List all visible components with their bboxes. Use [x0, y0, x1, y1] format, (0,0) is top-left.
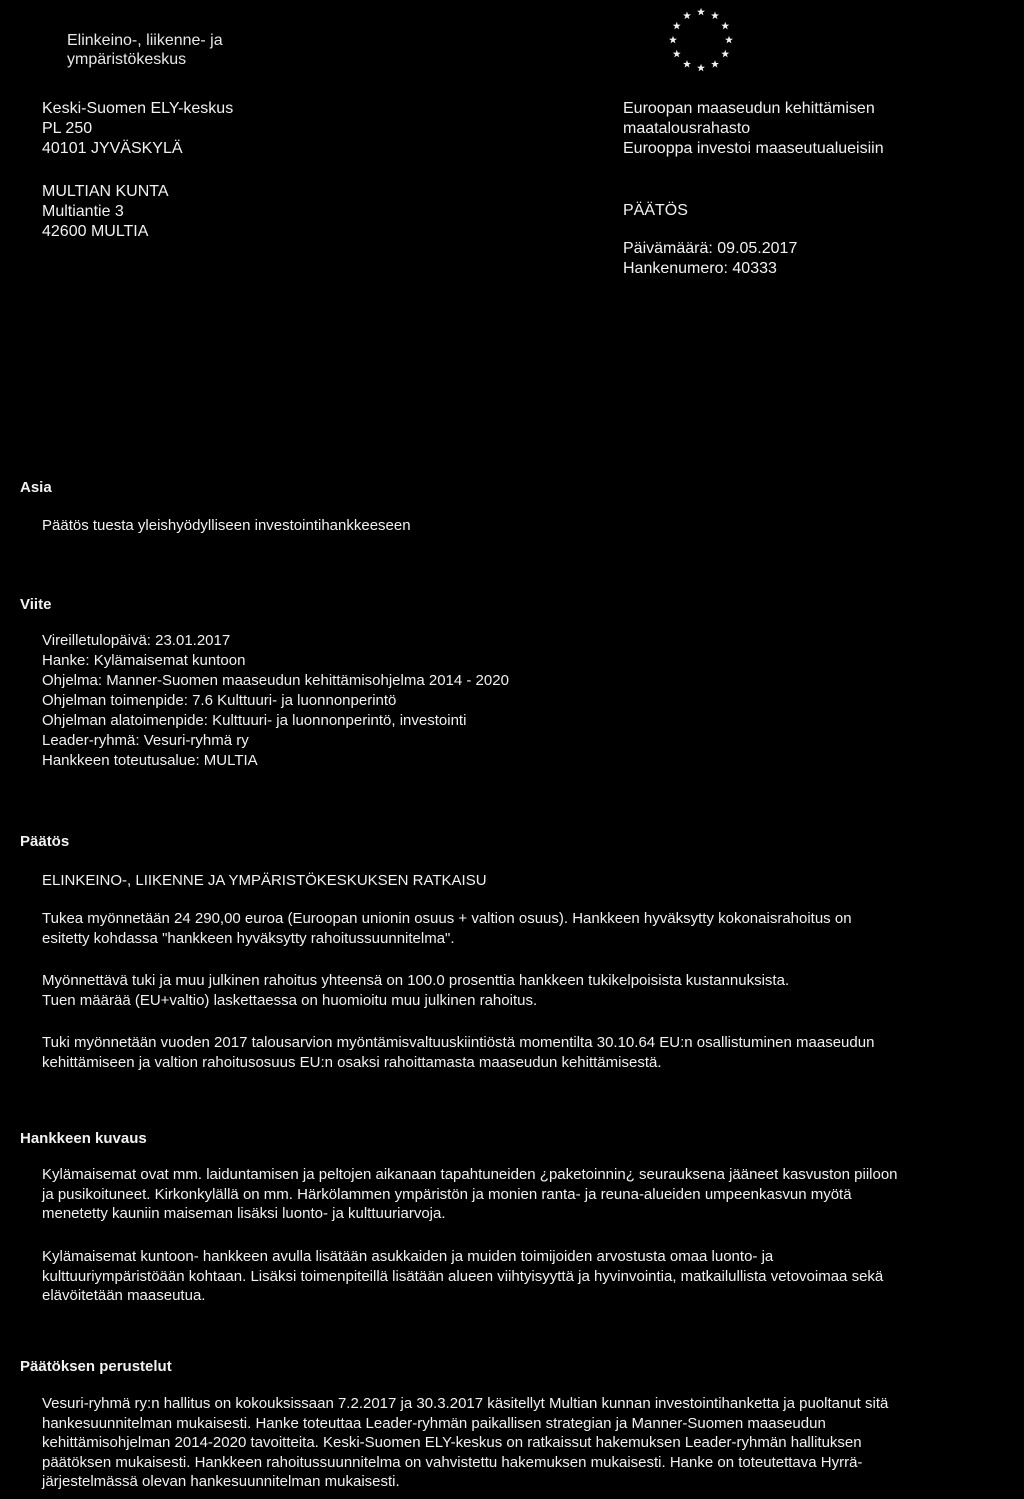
fund-line: Euroopan maaseudun kehittämisen [623, 100, 875, 117]
sender-line: PL 250 [42, 120, 93, 137]
decision-line: Tukea myönnetään 24 290,00 euroa (Euroopan unionin osuus + valtion osuus). Hankkeen hyväksytty kokonaisrahoitus on [42, 910, 852, 927]
justification-paragraph [42, 1394, 888, 1492]
eu-star-icon [669, 36, 677, 44]
eu-star-icon [697, 64, 705, 72]
recipient-line: MULTIAN KUNTA [42, 183, 169, 200]
decision-paragraph [42, 971, 789, 1010]
viite-line: Ohjelma: Manner-Suomen maaseudun kehittämisohjelma 2014 - 2020 [42, 672, 509, 689]
decision-paragraph [42, 1033, 874, 1072]
recipient-line: 42600 MULTIA [42, 223, 149, 240]
description-line: ja pusikoituneet. Kirkonkylällä on mm. Härkölammen ympäristön ja monien ranta- ja reuna-alueiden umpeenkasvun myötä [42, 1185, 852, 1203]
section-heading-viite: Viite [20, 596, 52, 613]
section-heading-perustelut: Päätöksen perustelut [20, 1358, 172, 1375]
document-meta [623, 239, 797, 279]
eu-star-icon [711, 60, 719, 68]
eu-star-icon [683, 12, 691, 20]
recipient-line: Multiantie 3 [42, 203, 124, 220]
description-line: Kylämaisemat kuntoon- hankkeen avulla lisätään asukkaiden ja muiden toimijoiden arvostusta omaa luonto- ja [42, 1248, 774, 1265]
fund-line: Eurooppa investoi maaseutualueisiin [623, 140, 884, 157]
document-date: Päivämäärä: 09.05.2017 [623, 240, 798, 257]
eu-star-icon [721, 50, 729, 58]
eu-star-icon [721, 22, 729, 30]
sender-line: 40101 JYVÄSKYLÄ [42, 140, 183, 157]
description-paragraph [42, 1247, 883, 1306]
decision-line: Tuen määrää (EU+valtio) laskettaessa on huomioitu muu julkinen rahoitus. [42, 991, 538, 1009]
viite-line: Vireilletulopäivä: 23.01.2017 [42, 632, 231, 649]
eu-star-icon [673, 22, 681, 30]
decision-subheading: ELINKEINO-, LIIKENNE JA YMPÄRISTÖKESKUKSEN RATKAISU [42, 872, 487, 889]
agency-name [67, 31, 223, 69]
eu-star-icon [673, 50, 681, 58]
asia-text: Päätös tuesta yleishyödylliseen investointihankkeeseen [42, 517, 411, 534]
section-heading-paatos: Päätös [20, 833, 70, 850]
eu-flag-icon [665, 2, 737, 78]
description-line: kulttuuriympäristöään kohtaan. Lisäksi toimenpiteillä lisätään alueen viihtyisyyttä ja hyvinvointia, matkailullista vetovoimaa sekä [42, 1267, 884, 1285]
viite-line: Ohjelman toimenpide: 7.6 Kulttuuri- ja luonnonperintö [42, 692, 397, 709]
justification-line: hankesuunnitelman mukaisesti. Hanke toteuttaa Leader-ryhmän paikallisen strategian ja Manner-Suomen maaseudun [42, 1414, 826, 1432]
viite-line: Hankkeen toteutusalue: MULTIA [42, 752, 258, 769]
fund-line: maatalousrahasto [623, 120, 751, 137]
viite-line: Leader-ryhmä: Vesuri-ryhmä ry [42, 732, 249, 749]
document-type: PÄÄTÖS [623, 202, 688, 219]
eu-star-icon [683, 60, 691, 68]
decision-line: esitetty kohdassa "hankkeen hyväksytty rahoitussuunnitelma". [42, 929, 455, 947]
description-line: elävöitetään maaseutua. [42, 1287, 206, 1304]
decision-line: Myönnettävä tuki ja muu julkinen rahoitus yhteensä on 100.0 prosenttia hankkeen tukikelpoisista kustannuksista. [42, 972, 790, 989]
decision-line: Tuki myönnetään vuoden 2017 talousarvion myöntämisvaltuuskiintiöstä momentilta 30.10.64 EU:n osallistuminen maaseudun [42, 1034, 875, 1051]
justification-line: Vesuri-ryhmä ry:n hallitus on kokouksissaan 7.2.2017 ja 30.3.2017 käsitellyt Multian kunnan investointihanketta ja puoltanut sitä [42, 1395, 889, 1412]
decision-line: kehittämiseen ja valtion rahoitusosuus EU:n osaksi rahoittamasta maaseudun kehittämisestä. [42, 1053, 662, 1071]
description-line: Kylämaisemat ovat mm. laiduntamisen ja peltojen aikanaan tapahtuneiden ¿paketoinnin¿ seurauksena jääneet kasvuston piiloon [42, 1166, 898, 1183]
viite-details [42, 631, 509, 771]
project-number: Hankenumero: 40333 [623, 260, 777, 277]
recipient-address [42, 182, 169, 242]
justification-line: järjestelmässä olevan hankesuunnitelman mukaisesti. [42, 1473, 400, 1490]
section-heading-asia: Asia [20, 479, 52, 496]
decision-paragraph [42, 909, 852, 948]
sender-address [42, 99, 233, 159]
eu-star-icon [725, 36, 733, 44]
viite-line: Hanke: Kylämaisemat kuntoon [42, 652, 246, 669]
sender-line: Keski-Suomen ELY-keskus [42, 100, 234, 117]
fund-info [623, 99, 884, 159]
justification-line: kehittämisohjelman 2014-2020 tavoitteita. Keski-Suomen ELY-keskus on ratkaissut hakemuksen Leader-ryhmän hallituksen [42, 1434, 862, 1451]
description-line: menetetty kauniin maiseman lisäksi luonto- ja kulttuuriarvoja. [42, 1205, 446, 1222]
agency-name-line: Elinkeino-, liikenne- ja [67, 32, 223, 49]
viite-line: Ohjelman alatoimenpide: Kulttuuri- ja luonnonperintö, investointi [42, 712, 467, 729]
section-heading-kuvaus: Hankkeen kuvaus [20, 1130, 147, 1147]
justification-line: päätöksen mukaisesti. Hankkeen rahoitussuunnitelma on vahvistettu hakemuksen mukaisesti. Hanke on toteutettava Hyrrä- [42, 1453, 863, 1471]
eu-star-icon [697, 8, 705, 16]
agency-name-line: ympäristökeskus [67, 51, 187, 68]
eu-star-icon [711, 12, 719, 20]
description-paragraph [42, 1165, 898, 1224]
